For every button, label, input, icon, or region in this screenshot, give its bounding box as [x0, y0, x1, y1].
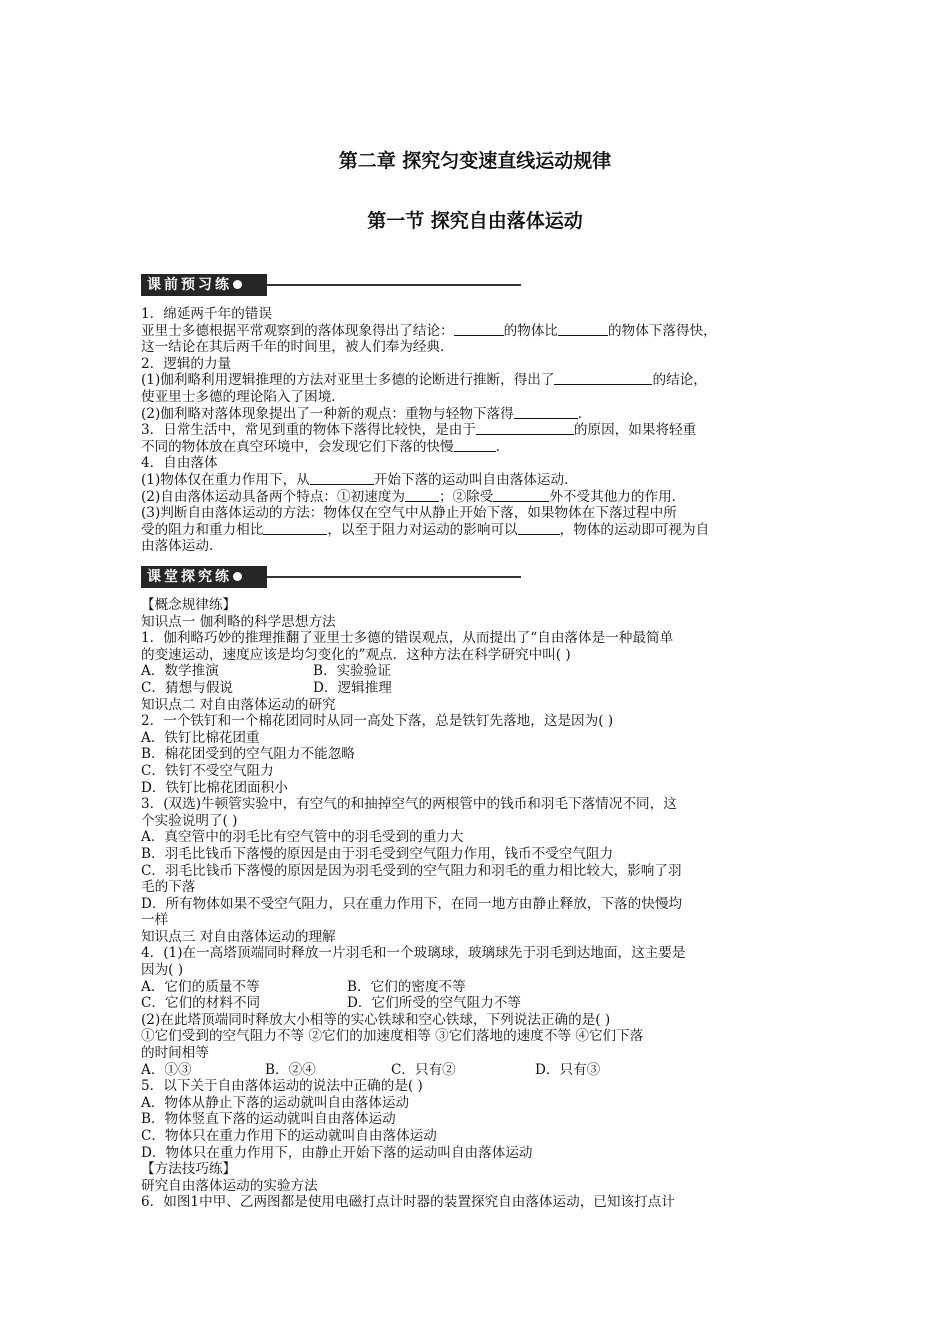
text-line: 的时间相等: [141, 1045, 209, 1062]
option-b[interactable]: B．②④: [265, 1061, 316, 1078]
option-c[interactable]: C．它们的材料不同: [141, 995, 261, 1012]
answer-blank[interactable]: [518, 522, 560, 535]
text-line: (2)伽利略对落体现象提出了一种新的观点：重物与轻物下落得 ．: [141, 405, 592, 422]
answer-blank[interactable]: [405, 489, 439, 502]
text-line: 2．逻辑的力量: [141, 355, 232, 372]
text-line: 个实验说明了( ): [141, 812, 238, 829]
option-c[interactable]: C．铁钉不受空气阻力: [141, 762, 274, 779]
option-d[interactable]: D．它们所受的空气阻力不等: [347, 995, 522, 1012]
option-c[interactable]: C．只有②: [391, 1061, 456, 1078]
text-line: (3)判断自由落体运动的方法：物体仅在空气中从静止开始下落，如果物体在下落过程中所: [141, 505, 677, 522]
text-line: 由落体运动．: [141, 538, 223, 555]
answer-blank[interactable]: [263, 522, 327, 535]
text-line: 因为( ): [141, 962, 184, 979]
text-line: (2)在此塔顶端同时释放大小相等的实心铁球和空心铁球，下列说法正确的是( ): [141, 1011, 611, 1028]
option-d[interactable]: D．所有物体如果不受空气阻力，只在重力作用下，在同一地方由静止释放，下落的快慢均: [141, 895, 683, 912]
option-c[interactable]: C．物体只在重力作用下的运动就叫自由落体运动: [141, 1128, 437, 1144]
text-line: 受的阻力和重力相比 ，以至于阻力对运动的影响可以 ，物体的运动即可视为自: [141, 521, 710, 538]
option-a[interactable]: A．真空管中的羽毛比有空气管中的羽毛受到的重力大: [141, 829, 464, 846]
classroom-banner-label: 课堂探究练: [141, 566, 267, 588]
answer-blank[interactable]: [493, 489, 549, 502]
text-line: 使亚里士多德的理论陷入了困境．: [141, 388, 345, 405]
text-line: 知识点二 对自由落体运动的研究: [141, 696, 336, 713]
text-line: 6．如图1中甲、乙两图都是使用电磁打点计时器的装置探究自由落体运动，已知该打点计: [141, 1194, 675, 1211]
answer-blank[interactable]: [514, 406, 578, 419]
text-line: 2．一个铁钉和一个棉花团同时从同一高处下落，总是铁钉先落地，这是因为( ): [141, 713, 614, 730]
preview-section: [141, 306, 821, 555]
text-line: 1．绵延两千年的错误: [141, 306, 272, 322]
option-a[interactable]: A．物体从静止下落的运动就叫自由落体运动: [141, 1094, 410, 1111]
option-c[interactable]: C．羽毛比钱币下落慢的原因是因为羽毛受到的空气阻力和羽毛的重力相比较大，影响了羽: [141, 862, 682, 879]
answer-blank[interactable]: [476, 422, 574, 435]
answer-blank[interactable]: [310, 472, 374, 485]
answer-blank[interactable]: [454, 439, 496, 452]
option-b[interactable]: B．实验验证: [313, 663, 391, 680]
section-title: 第一节 探究自由落体运动: [367, 210, 583, 232]
text-line: ①它们受到的空气阻力不等 ②它们的加速度相等 ③它们落地的速度不等 ④它们下落: [141, 1028, 644, 1045]
option-d-cont: 一样: [141, 912, 169, 929]
option-b[interactable]: B．物体竖直下落的运动就叫自由落体运动: [141, 1111, 396, 1128]
option-row: [141, 1062, 821, 1079]
text-line: 这一结论在其后两千年的时间里，被人们奉为经典．: [141, 339, 454, 356]
option-d[interactable]: D．只有③: [535, 1061, 601, 1078]
option-a[interactable]: A．①③: [141, 1061, 192, 1078]
text-line: 亚里士多德根据平常观察到的落体现象得出了结论： 的物体比 的物体下落得快，: [141, 322, 717, 339]
banner-rule: [267, 284, 521, 286]
option-row: [141, 680, 821, 697]
answer-blank[interactable]: [554, 372, 652, 385]
text-line: 4．自由落体: [141, 455, 218, 472]
option-b[interactable]: B．棉花团受到的空气阻力不能忽略: [141, 746, 355, 763]
text-line: 不同的物体放在真空环境中，会发现它们下落的快慢 ．: [141, 438, 510, 455]
text-line: (2)自由落体运动具备两个特点：①初速度为 ；②除受 外不受其他力的作用．: [141, 488, 686, 505]
text-line: 3．日常生活中，常见到重的物体下落得比较快，是由于 的原因，如果将轻重: [141, 422, 697, 439]
text-line: 的变速运动，速度应该是均匀变化的”观点．这种方法在科学研究中叫( ): [141, 646, 571, 663]
option-d[interactable]: D．逻辑推理: [313, 679, 392, 696]
option-b[interactable]: B．羽毛比钱币下落慢的原因是由于羽毛受到空气阻力作用，钱币不受空气阻力: [141, 845, 614, 862]
option-d[interactable]: D．铁钉比棉花团面积小: [141, 779, 288, 796]
bullet-dot-icon: [233, 572, 242, 581]
text-line: (1)物体仅在重力作用下，从 开始下落的运动叫自由落体运动．: [141, 471, 578, 488]
text-line: 研究自由落体运动的实验方法: [141, 1177, 318, 1194]
option-a[interactable]: A．铁钉比棉花团重: [141, 729, 260, 746]
banner-rule: [267, 576, 521, 578]
option-a[interactable]: A．数学推演: [141, 663, 219, 680]
text-line: 【概念规律练】: [141, 597, 237, 613]
answer-blank[interactable]: [454, 323, 504, 336]
answer-blank[interactable]: [558, 323, 608, 336]
preview-banner-label: 课前预习练: [141, 274, 267, 296]
option-row: [141, 979, 821, 996]
option-a[interactable]: A．它们的质量不等: [141, 978, 260, 995]
text-line: 4．(1)在一高塔顶端同时释放一片羽毛和一个玻璃球，玻璃球先于羽毛到达地面，这主要是: [141, 945, 686, 962]
text-line: 知识点一 伽利略的科学思想方法: [141, 613, 336, 630]
option-c[interactable]: C．猜想与假说: [141, 679, 233, 696]
option-row: [141, 663, 821, 680]
option-b[interactable]: B．它们的密度不等: [347, 978, 466, 995]
bullet-dot-icon: [233, 280, 242, 289]
text-line: 3．(双选)牛顿管实验中，有空气的和抽掉空气的两根管中的钱币和羽毛下落情况不同，这: [141, 796, 677, 813]
text-line: (1)伽利略利用逻辑推理的方法对亚里士多德的论断进行推断，得出了 的结论，: [141, 372, 707, 389]
option-d[interactable]: D．物体只在重力作用下，由静止开始下落的运动叫自由落体运动: [141, 1144, 533, 1161]
text-line: 1．伽利略巧妙的推理推翻了亚里士多德的错误观点，从而提出了“自由落体是一种最简单: [141, 630, 674, 647]
text-line: 5．以下关于自由落体运动的说法中正确的是( ): [141, 1078, 423, 1095]
classroom-section: [141, 597, 821, 1211]
option-c-cont: 毛的下落: [141, 879, 196, 896]
text-line: 知识点三 对自由落体运动的理解: [141, 928, 336, 945]
chapter-title: 第二章 探究匀变速直线运动规律: [338, 150, 612, 172]
text-line: 【方法技巧练】: [141, 1161, 237, 1178]
option-row: [141, 995, 821, 1012]
